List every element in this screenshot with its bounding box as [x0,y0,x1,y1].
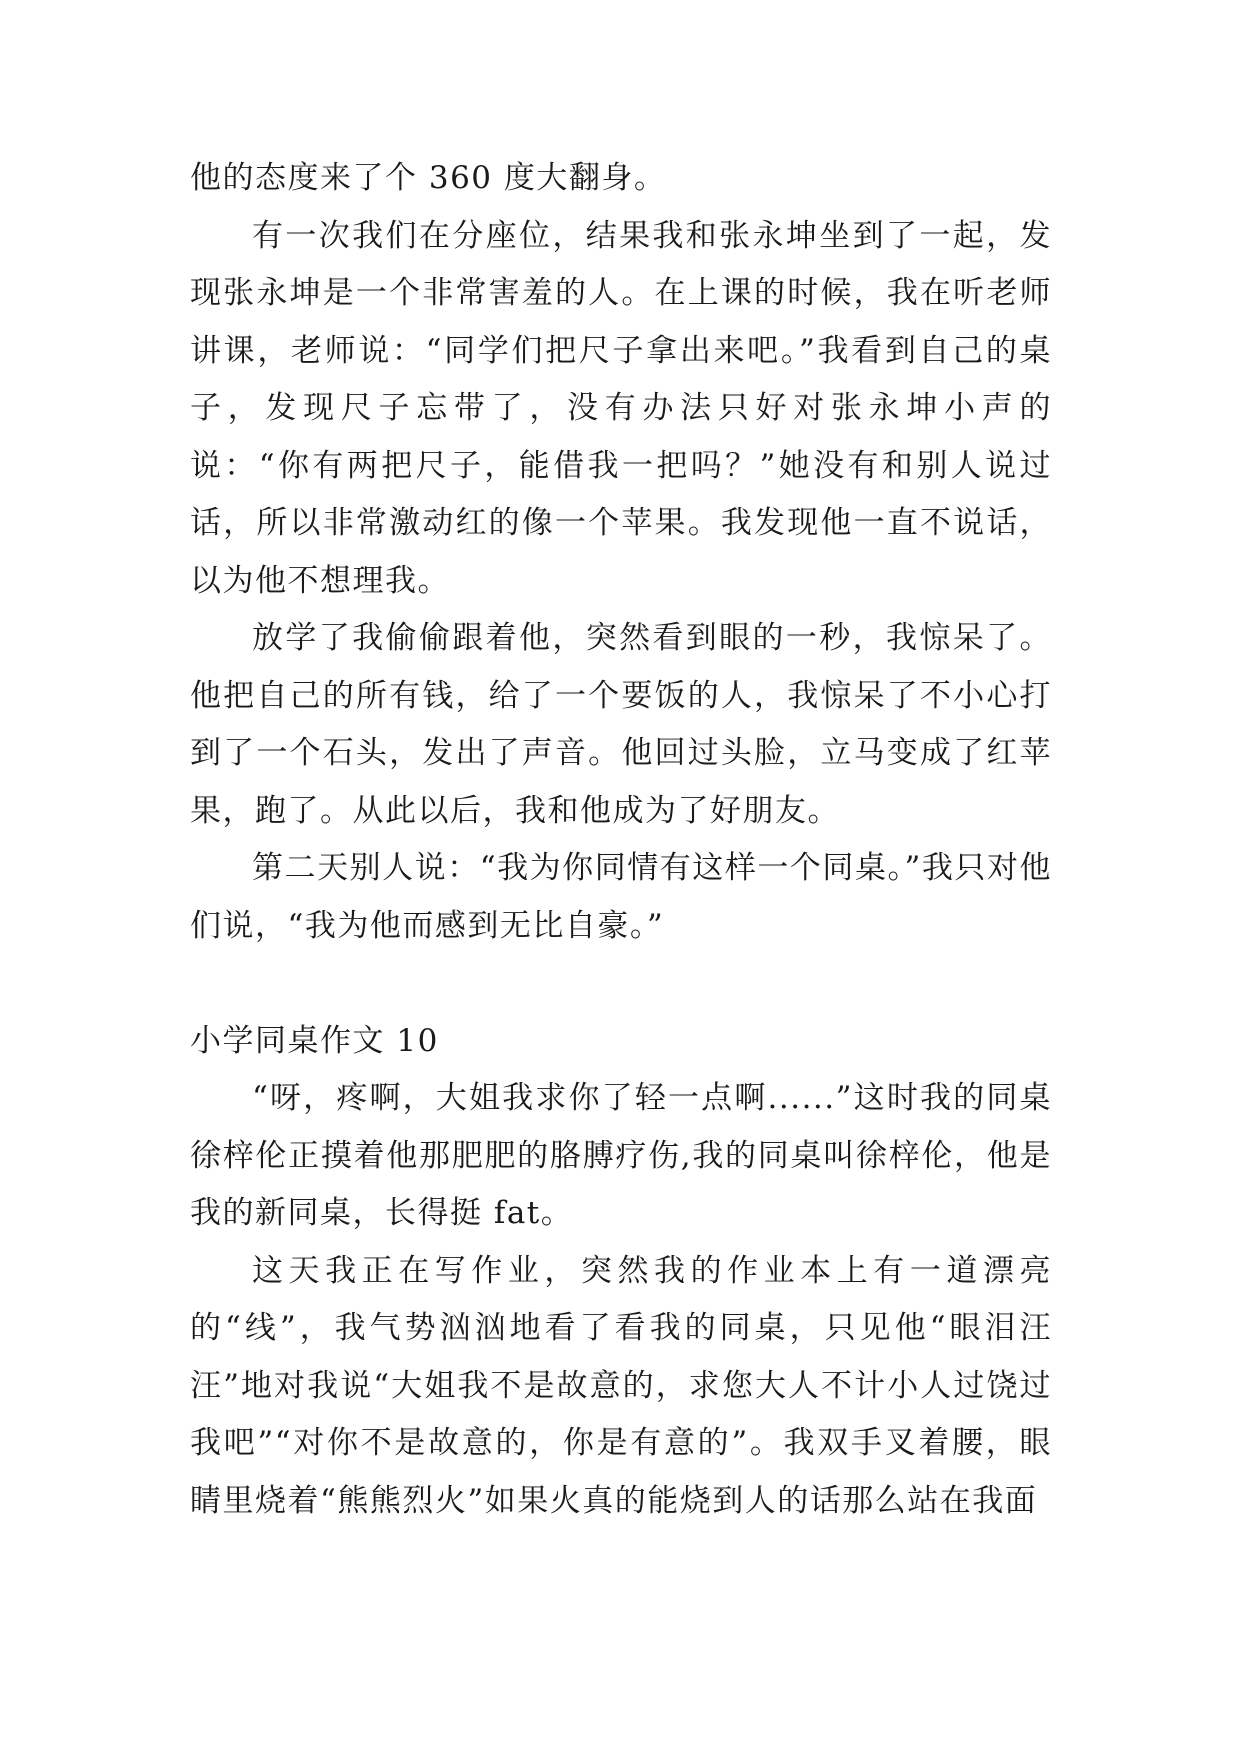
paragraph: 放学了我偷偷跟着他，突然看到眼的一秒，我惊呆了。他把自己的所有钱，给了一个要饭的人，我惊呆了不小心打到了一个石头，发出了声音。他回过头脸，立马变成了红苹果，跑了。从此以后，我和他成为了好朋友。 [190,620,1052,829]
document-body [190,150,1052,1530]
paragraph: 有一次我们在分座位，结果我和张永坤坐到了一起，发现张永坤是一个非常害羞的人。在上课的时候，我在听老师讲课，老师说：“同学们把尺子拿出来吧。”我看到自己的桌子，发现尺子忘带了，没有办法只好对张永坤小声的说：“你有两把尺子，能借我一把吗？”她没有和别人说过话，所以非常激动红的像一个苹果。我发现他一直不说话，以为他不想理我。 [190,217,1052,599]
paragraph: 这天我正在写作业，突然我的作业本上有一道漂亮的“线”，我气势汹汹地看了看我的同桌，只见他“眼泪汪汪”地对我说“大姐我不是故意的，求您大人不计小人过饶过我吧”“对你不是故意的，你是有意的”。我双手叉着腰，眼睛里烧着“熊熊烈火”如果火真的能烧到人的话那么站在我面 [190,1252,1052,1519]
section-spacer [190,955,1052,1013]
section-title: 小学同桌作文 10 [190,1022,439,1059]
paragraph-continuation: 他的态度来了个 360 度大翻身。 [190,160,667,196]
paragraph: “呀，疼啊，大姐我求你了轻一点啊......”这时我的同桌徐梓伦正摸着他那肥肥的胳膊疗伤,我的同桌叫徐梓伦，他是我的新同桌，长得挺 fat。 [190,1080,1052,1231]
paragraph: 第二天别人说：“我为你同情有这样一个同桌。”我只对他们说，“我为他而感到无比自豪。” [190,850,1052,944]
